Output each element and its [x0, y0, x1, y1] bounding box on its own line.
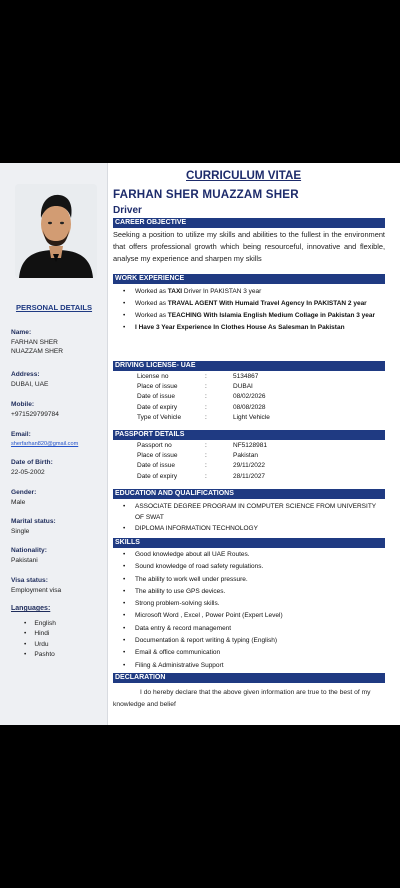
address-value: DUBAI, UAE — [11, 381, 49, 389]
email-link[interactable]: sherfarhan820@gmail.com — [11, 441, 79, 448]
document-title: CURRICULUM VITAE — [186, 169, 302, 182]
skill-item: • Good knowledge about all UAE Routes. — [113, 549, 385, 561]
name-block — [11, 328, 105, 357]
visa-label: Visa status: — [11, 577, 48, 584]
license-row: Place of issue : DUBAI — [137, 383, 253, 391]
career-objective-text: Seeking a position to utilize my skills and abilities to the fullest in the environment that offers professional growth which being resourceful, innovative and flexible, analyse my experience and sharpen my skills — [113, 230, 385, 263]
license-row: Type of Vehicle : Light Vehicle — [137, 413, 270, 421]
skills-heading: SKILLS — [113, 538, 385, 548]
language-item: • English — [24, 619, 56, 629]
license-row: License no : 5134867 — [137, 373, 259, 380]
work-experience-heading: WORK EXPERIENCE — [113, 274, 385, 284]
skill-item: • Strong problem-solving skills. — [113, 598, 385, 610]
driving-license-heading: DRIVING LICENSE- UAE — [113, 361, 385, 371]
email-block — [11, 430, 105, 449]
dob-label: Date of Birth: — [11, 459, 53, 466]
skill-item: • The ability to work well under pressure. — [113, 574, 385, 586]
skill-item: • Microsoft Word , Excel , Power Point (Expert Level) — [113, 610, 385, 622]
education-list — [113, 501, 385, 534]
visa-value: Employment visa — [11, 587, 62, 595]
work-item: • I Have 3 Year Experience In Clothes House As Salesman In Pakistan — [113, 322, 385, 334]
mobile-value: +971529799784 — [11, 411, 59, 419]
languages-title: Languages: — [11, 605, 51, 612]
profile-photo — [15, 184, 97, 278]
nationality-label: Nationality: — [11, 547, 47, 554]
skill-item: • Email & office communication — [113, 647, 385, 659]
address-label: Address: — [11, 371, 40, 378]
passport-heading: PASSPORT DETAILS — [113, 430, 385, 440]
education-item: • ASSOCIATE DEGREE PROGRAM IN COMPUTER SCIENCE FROM UNIVERSITY OF SWAT — [113, 501, 385, 523]
license-row: Date of expiry : 08/08/2028 — [137, 403, 266, 411]
language-item: • Pashto — [24, 650, 56, 660]
nationality-value: Pakistani — [11, 557, 38, 565]
full-name: FARHAN SHER MUAZZAM SHER — [113, 188, 299, 201]
gender-label: Gender: — [11, 489, 37, 496]
work-item: • Worked as TRAVAL AGENT With Humaid Travel Agency In PAKISTAN 2 year — [113, 298, 385, 310]
career-objective-heading: CAREER OBJECTIVE — [113, 218, 385, 228]
dob-block — [11, 458, 105, 477]
license-row: Date of issue : 08/02/2026 — [137, 393, 266, 401]
work-item: • Worked as TEACHING With Islamia English Medium Collage in Pakistan 3 year — [113, 310, 385, 322]
skills-list — [113, 549, 385, 672]
skill-item: • Sound knowledge of road safety regulations. — [113, 561, 385, 573]
marital-label: Marital status: — [11, 518, 56, 525]
passport-row: Date of issue : 29/11/2022 — [137, 462, 266, 470]
education-item: • DIPLOMA INFORMATION TECHNOLOGY — [113, 523, 385, 534]
skill-item: • Filing & Administrative Support — [113, 660, 385, 672]
declaration-text: I do hereby declare that the above given information are true to the best of my knowledge and belief — [113, 689, 371, 708]
skill-item: • Data entry & record management — [113, 623, 385, 635]
dob-value: 22-05-2002 — [11, 469, 45, 477]
mobile-block — [11, 400, 105, 419]
marital-block — [11, 517, 105, 536]
education-heading: EDUCATION AND QUALIFICATIONS — [113, 489, 385, 499]
skill-item: • The ability to use GPS devices. — [113, 586, 385, 598]
cv-page — [0, 163, 400, 725]
skill-item: • Documentation & report writing & typing (English) — [113, 635, 385, 647]
gender-block — [11, 488, 105, 507]
marital-value: Single — [11, 528, 30, 536]
work-item: • Worked as TAXI Driver In PAKISTAN 3 year — [113, 286, 385, 298]
declaration-heading: DECLARATION — [113, 673, 385, 683]
driving-license-table — [137, 372, 270, 423]
work-experience-list — [113, 286, 385, 334]
languages-list — [24, 619, 56, 660]
email-label: Email: — [11, 431, 31, 438]
address-block — [11, 370, 105, 389]
job-role: Driver — [113, 205, 142, 216]
language-item: • Hindi — [24, 629, 56, 639]
language-item: • Urdu — [24, 640, 56, 650]
name-line1: FARHAN SHER — [11, 339, 58, 347]
passport-row: Place of issue : Pakistan — [137, 452, 258, 460]
passport-row: Passport no : NF5128981 — [137, 442, 267, 449]
mobile-label: Mobile: — [11, 401, 35, 408]
personal-details-title: PERSONAL DETAILS — [15, 303, 93, 312]
name-line2: NUAZZAM SHER — [11, 348, 64, 356]
passport-table — [137, 441, 267, 482]
sidebar — [0, 163, 108, 725]
nationality-block — [11, 546, 105, 565]
passport-row: Date of expiry : 28/11/2027 — [137, 472, 266, 480]
visa-block — [11, 576, 105, 595]
name-label: Name: — [11, 329, 32, 336]
gender-value: Male — [11, 499, 26, 507]
